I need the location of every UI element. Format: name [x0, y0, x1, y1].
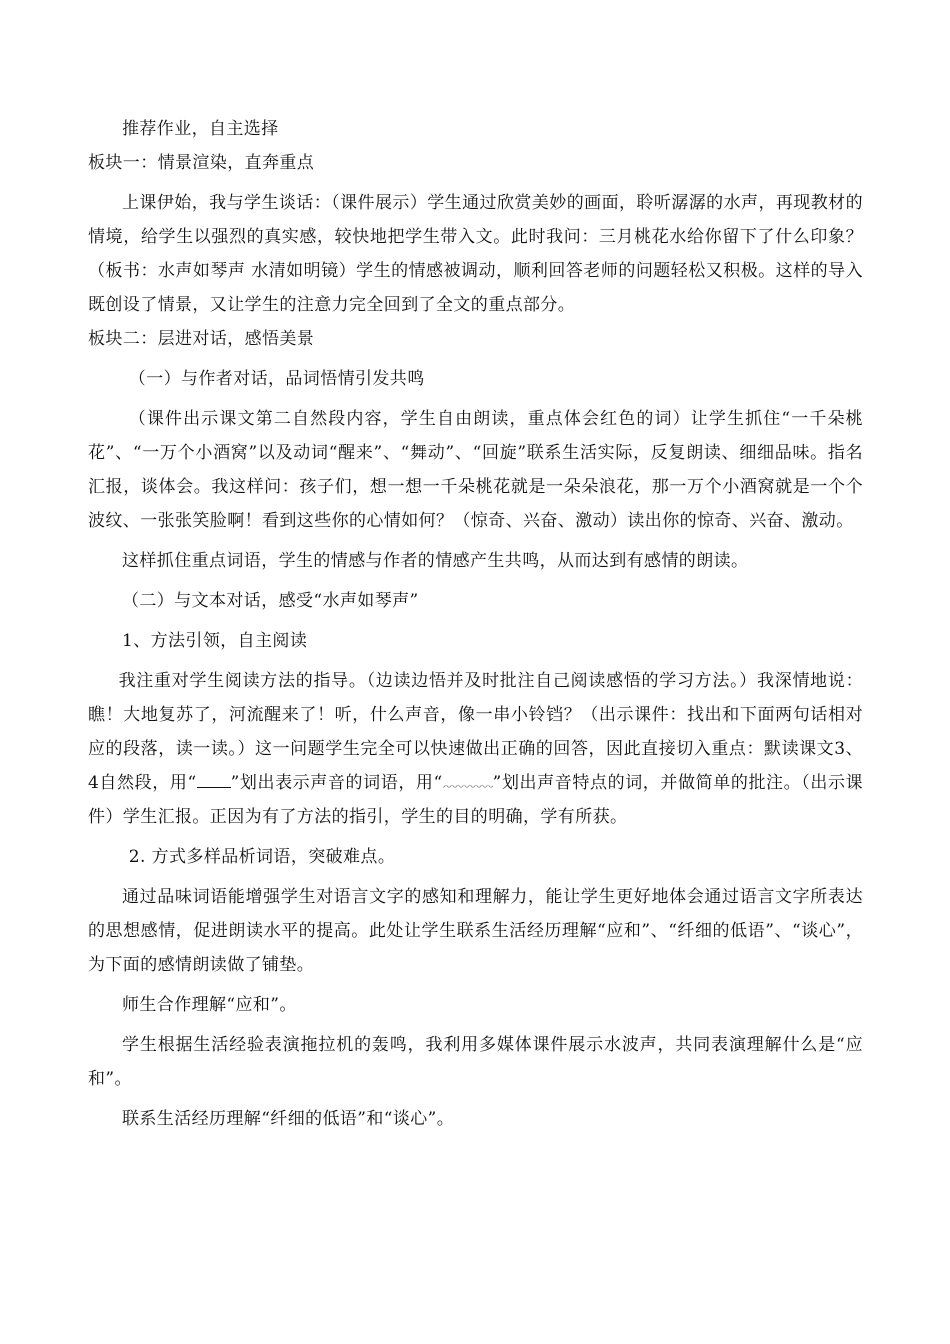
performance-paragraph: 学生根据生活经验表演拖拉机的轰鸣，我利用多媒体课件展示水波声，共同表演理解什么是“应和”。	[88, 1035, 863, 1089]
underline-mark	[197, 773, 231, 788]
method-text-part-3: ”划出声音特点的词，并做简单的批注。（出示课件）学生汇报。正因为有了方法的指引，学生的目的明确，学有所获。	[88, 773, 863, 827]
cooperation-line: 师生合作理解“应和”。	[122, 995, 297, 1015]
subsection-two-heading: （二）与文本对话，感受“水声如琴声”	[122, 591, 419, 611]
method-text-part-2: ”划出表示声音的词语，用“	[230, 773, 443, 793]
word-analysis-paragraph: 通过品味词语能增强学生对语言文字的感知和理解力，能让学生更好地体会通过语言文字所表达的思想感情，促进朗读水平的提高。此处让学生联系生活经历理解“应和”、“纤细的低语”、“谈心”，为下面的感情朗读做了铺垫。	[88, 887, 863, 975]
section-one-paragraph: 上课伊始，我与学生谈话：（课件展示）学生通过欣赏美妙的画面，聆听潺潺的水声，再现教材的情境，给学生以强烈的真实感，较快地把学生带入文。此时我问：三月桃花水给你留下了什么印象？（板书：水声如琴声 水清如明镜）学生的情感被调动，顺利回答老师的问题轻松又积极。这样的导入既创设了情景，又让学生的注意力完全回到了全文的重点部分。	[88, 193, 863, 315]
word-analysis-heading: 2. 方式多样品析词语，突破难点。	[128, 847, 396, 867]
method-text-part-1: 我注重对学生阅读方法的指导。（边读边悟并及时批注自己阅读感悟的学习方法。）我深情地说：瞧！大地复苏了，河流醒来了！听，什么声音，像一串小铃铛？（出示课件：找出和下面两句话相对应的段落，读一读。）这一问题学生完全可以快速做出正确的回答，因此直接切入重点：默读课文3、4自然段，用“	[88, 671, 863, 793]
document-page	[88, 112, 863, 1136]
method-heading: 1、方法引领，自主阅读	[122, 631, 308, 651]
method-paragraph	[88, 664, 863, 834]
summary-paragraph: 这样抓住重点词语，学生的情感与作者的情感产生共鸣，从而达到有感情的朗读。	[122, 551, 749, 571]
homework-heading: 推荐作业，自主选择	[122, 119, 279, 139]
subsection-one-heading: （一）与作者对话，品词悟情引发共鸣	[128, 369, 425, 389]
section-two-heading: 板块二：层进对话，感悟美景	[88, 329, 315, 349]
section-one-heading: 板块一：情景渲染，直奔重点	[88, 153, 315, 173]
subsection-one-paragraph: （课件出示课文第二自然段内容，学生自由朗读，重点体会红色的词）让学生抓住“一千朵桃花”、“一万个小酒窝”以及动词“醒来”、“舞动”、“回旋”联系生活实际，反复朗读、细细品味。指名汇报，谈体会。我这样问：孩子们，想一想一千朵桃花就是一朵朵浪花，那一万个小酒窝就是一个个波纹、一张张笑脸啊！看到这些你的心情如何？（惊奇、兴奋、激动）读出你的惊奇、兴奋、激动。	[88, 409, 863, 531]
life-experience-line: 联系生活经历理解“纤细的低语”和“谈心”。	[122, 1109, 455, 1129]
wavy-line-mark	[443, 774, 493, 788]
